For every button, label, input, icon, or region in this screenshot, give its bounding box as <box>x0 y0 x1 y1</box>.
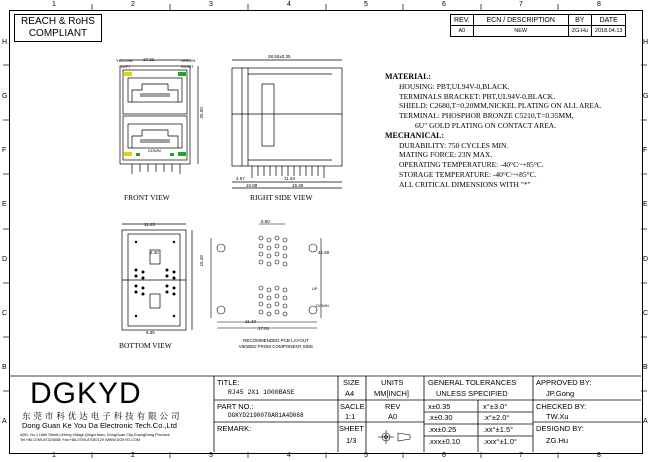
pcb-layout-label-line2: VIEWED FROM COMPONENT SIDE <box>238 343 314 349</box>
zone-right-B: B <box>643 364 648 371</box>
zone-left-C: C <box>2 310 8 317</box>
material-item-cont: 6U" GOLD PLATING ON CONTACT AREA. <box>415 120 557 130</box>
pcb-layout-label-line1: RECOMMENDED PCB LAYOUT <box>243 338 309 343</box>
zone-bottom-6: 6 <box>442 452 446 459</box>
rev-value: A0 <box>451 26 474 37</box>
zone-right-E: E <box>643 201 648 208</box>
material-title: MATERIAL: <box>385 72 432 81</box>
tolerance-angular: .x°±2.0° <box>483 413 510 422</box>
mechanical-item: STORAGE TEMPERATURE: -40°C~+85°C. <box>399 169 537 179</box>
units-label: UNITS <box>381 378 404 387</box>
led-right-label: RIGHT <box>181 64 194 69</box>
tolerance-angular: x°±3.0° <box>483 402 508 411</box>
part-no-value: DGKYD2190078A81A4D068 <box>228 412 304 419</box>
zone-left-B: B <box>2 364 7 371</box>
bottom-view-label: BOTTOM VIEW <box>119 341 172 350</box>
bottom-dim-c: 2.30 <box>150 250 159 255</box>
right-side-view-label: RIGHT SIDE VIEW <box>250 193 313 202</box>
front-height-dim: 25.50 <box>198 107 204 119</box>
checked-label: CHECKED BY: <box>536 402 587 411</box>
reach-line1: REACH & RoHS <box>21 16 95 27</box>
part-no-label: PART NO.: <box>217 402 254 411</box>
material-item: SHIELD: C2680,T=0.20MM,NICKEL PLATING ON ALL AREA. <box>399 101 602 111</box>
front-down-label: DOWN <box>148 148 161 153</box>
side-dim-a: 4.57 <box>236 176 245 181</box>
zone-right-G: G <box>643 93 649 100</box>
zone-bottom-4: 4 <box>287 452 291 459</box>
pcb-dim-d: 17.01 <box>258 326 270 331</box>
scale-label: SACLE <box>340 402 365 411</box>
pcb-dim-c: 11.43 <box>245 319 256 324</box>
rev-header: REV. <box>451 15 474 26</box>
reach-line2: COMPLIANT <box>28 28 88 39</box>
zone-left-H: H <box>2 39 8 46</box>
zone-bottom-7: 7 <box>519 452 523 459</box>
zone-top-1: 1 <box>52 1 56 8</box>
zone-bottom-2: 2 <box>131 452 135 459</box>
designed-label: DESIGND BY: <box>536 424 584 433</box>
zone-top-4: 4 <box>287 1 291 8</box>
zone-bottom-3: 3 <box>209 452 213 459</box>
rev-label: REV <box>385 402 401 411</box>
sheet-label: SHEET <box>339 424 365 433</box>
approved-value: JP.Gong <box>546 389 575 398</box>
zone-bottom-8: 8 <box>597 452 601 459</box>
company-name-cn: 东 莞 市 科 优 达 电 子 科 技 有 限 公 司 <box>22 411 180 421</box>
units-value: MM[INCH] <box>374 389 409 398</box>
zone-top-3: 3 <box>209 1 213 8</box>
title-label: TITLE: <box>217 378 240 387</box>
ecn-value: NEW <box>473 26 568 37</box>
pcb-dim-f: 41.60 <box>318 250 330 255</box>
zone-top-7: 7 <box>519 1 523 8</box>
zone-top-8: 8 <box>597 1 601 8</box>
pcb-down-label: DOWN <box>316 303 329 308</box>
company-address: ADD: No.1 Little Street,LiHeng Village,Qingxi town, DongGuan City,GuangDong Province <box>20 433 170 437</box>
side-dim-b: 11.43 <box>284 176 295 181</box>
material-item: TERMINALS BRACKET: PBT,UL94V-0,BLACK. <box>399 91 556 101</box>
zone-right-H: H <box>643 39 649 46</box>
zone-right-F: F <box>643 147 648 154</box>
ecn-header: ECN / DESCRIPTION <box>473 15 568 26</box>
zone-left-A: A <box>2 418 7 425</box>
pcb-up-label: UP <box>312 286 318 291</box>
date-value: 2018.04.13 <box>591 26 626 37</box>
zone-right-C: C <box>643 310 649 317</box>
bottom-dim-b: 6.35 <box>146 330 155 335</box>
tolerance-linear: .xxx±0.10 <box>428 437 461 446</box>
material-item: HOUSING: PBT,UL94V-0,BLACK. <box>399 81 510 91</box>
checked-value: TW.Xu <box>546 412 569 421</box>
pcb-dim-a: 6.60 <box>261 219 270 224</box>
size-label: SIZE <box>343 378 360 387</box>
tolerance-linear: x±0.35 <box>428 402 451 411</box>
mechanical-item: MATING FORCE: 23N MAX. <box>399 150 493 160</box>
front-width-dim: 17.21 <box>143 57 155 62</box>
company-logo: DGKYD <box>30 377 142 410</box>
company-name-en: Dong Guan Ke You Da Electronic Tech.Co.,Ltd <box>22 421 177 430</box>
by-header: BY <box>568 15 591 26</box>
critical-dim-note: ALL CRITICAL DIMENSIONS WITH "*" <box>399 179 531 189</box>
zone-right-A: A <box>643 418 648 425</box>
approved-label: APPROVED BY: <box>536 378 592 387</box>
zone-right-D: D <box>643 256 649 263</box>
designed-value: ZG.Hu <box>546 436 569 445</box>
zone-top-5: 5 <box>364 1 368 8</box>
size-value: A4 <box>345 389 355 398</box>
tolerance-linear: .x±0.30 <box>428 413 453 422</box>
mechanical-item: OPERATING TEMPERATURE: -40°C~+85°C. <box>399 160 544 170</box>
scale-value: 1:1 <box>345 412 356 421</box>
bottom-dim-a: 11.43 <box>144 222 155 227</box>
led-green-label: GREEN <box>181 58 196 63</box>
zone-bottom-5: 5 <box>364 452 368 459</box>
rev-value: A0 <box>388 412 398 421</box>
date-header: DATE <box>591 15 626 26</box>
tolerance-angular: .xx°±1.5° <box>483 425 514 434</box>
company-contact: Tel:+86-0769-87324508; Fax:+86-0769-87087129 WWW.DGKYD.COM <box>20 438 141 442</box>
sheet-value: 1/3 <box>346 436 357 445</box>
zone-left-G: G <box>2 93 8 100</box>
material-item: TERMINAL: PHOSPHOR BRONZE C5210,T=0.35MM, <box>399 111 574 121</box>
mechanical-title: MECHANICAL: <box>385 130 445 140</box>
remark-label: REMARK: <box>217 424 252 433</box>
tolerance-linear: .xx±0.25 <box>428 425 457 434</box>
tolerance-subtitle: UNLESS SPECIFIED <box>436 389 508 398</box>
by-value: ZG.Hu <box>568 26 591 37</box>
title-value: RJ45 2X1 1000BASE <box>228 389 295 396</box>
pcb-dim-b: 15.49 <box>198 255 204 267</box>
zone-bottom-1: 1 <box>52 452 56 459</box>
side-width-dim: 28.50±0.35 <box>268 54 291 59</box>
side-dim-d: 15.49 <box>292 183 304 188</box>
led-left-label: LEFT <box>121 64 131 69</box>
zone-left-E: E <box>2 201 7 208</box>
front-view-label: FRONT VIEW <box>124 193 170 202</box>
led-yellow-label: YELLOW <box>116 58 133 63</box>
tolerance-title: GENERAL TOLERANCES <box>428 378 517 387</box>
zone-left-F: F <box>2 147 7 154</box>
tolerance-angular: .xxx°±1.0° <box>483 437 517 446</box>
mechanical-item: DURABILITY: 750 CYCLES MIN. <box>399 140 509 150</box>
side-dim-c: 10.89 <box>246 183 258 188</box>
zone-top-2: 2 <box>131 1 135 8</box>
zone-left-D: D <box>2 256 8 263</box>
zone-top-6: 6 <box>442 1 446 8</box>
